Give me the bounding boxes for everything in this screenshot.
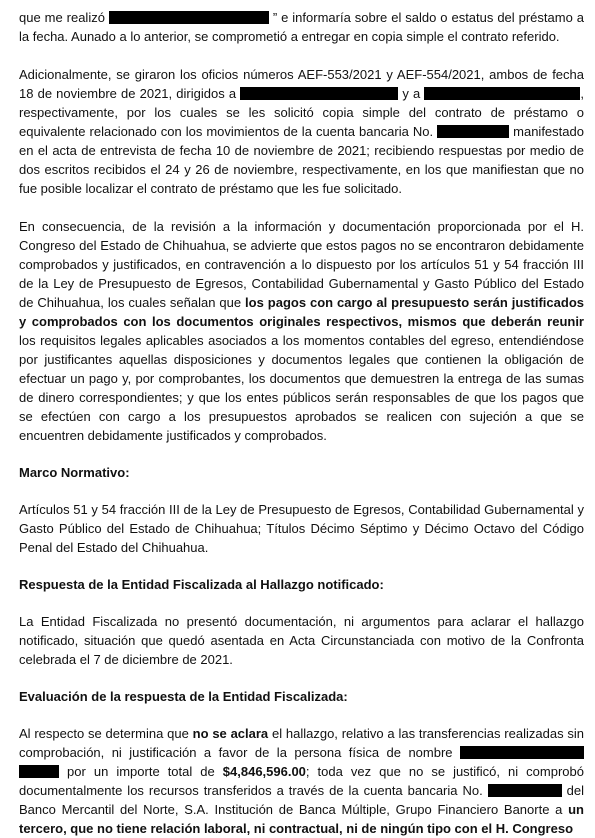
redaction-bar bbox=[460, 746, 584, 759]
text: Adicionalmente, se giraron los oficios números AEF-553/2021 y AEF-554/2021, ambos de fecha 18 de noviembre de 2021, dirigidos a bbox=[19, 67, 584, 101]
paragraph-articulos bbox=[19, 500, 584, 557]
text: Artículos 51 y 54 fracción III de la Ley de Presupuesto de Egresos, Contabilidad Gubernamental y Gasto Público del Estado de Chihuahua; Títulos Décimo Séptimo y Décimo Octavo del Código Penal del Estado del Chihuahua. bbox=[19, 502, 584, 555]
bold-text: un tercero, que no tiene relación laboral, ni contractual, ni de ningún tipo con el H. Congreso bbox=[19, 802, 584, 836]
redaction-bar bbox=[19, 765, 59, 778]
text: En consecuencia, de la revisión a la información y documentación proporcionada por el H. Congreso del Estado de Chihuahua, se advierte que estos pagos no se encontraron debidamente comprobados y justificados, en contravención a lo dispuesto por los artículos 51 y 54 fracción III de la Ley de Presupuesto de Egresos, Contabilidad Gubernamental y Gasto Público del Estado de Chihuahua, los cuales señalan que bbox=[19, 219, 584, 310]
bold-text: los pagos con cargo al presupuesto serán justificados y comprobados con los documentos originales respectivos, mismos que deberán reunir bbox=[19, 295, 584, 329]
text: ; toda vez que no se justificó, ni comprobó documentalmente los recursos transferidos a través de la cuenta bancaria No. bbox=[19, 764, 584, 798]
text: Al respecto se determina que bbox=[19, 726, 189, 741]
heading-respuesta: Respuesta de la Entidad Fiscalizada al Hallazgo notificado: bbox=[19, 577, 384, 592]
amount: $4,846,596.00 bbox=[222, 764, 306, 779]
heading-evaluacion: Evaluación de la respuesta de la Entidad Fiscalizada: bbox=[19, 689, 348, 704]
paragraph-evaluacion bbox=[19, 724, 584, 838]
redaction-bar bbox=[109, 11, 269, 24]
redaction-bar bbox=[240, 87, 398, 100]
redaction-bar bbox=[424, 87, 580, 100]
text: La Entidad Fiscalizada no presentó documentación, ni argumentos para aclarar el hallazgo notificado, situación que quedó asentada en Acta Circunstanciada con motivo de la Confronta celebrada el 7 de diciembre de 2021. bbox=[19, 614, 584, 667]
text: que me realizó bbox=[19, 10, 105, 25]
heading-marco-normativo: Marco Normativo: bbox=[19, 465, 130, 480]
text: y a bbox=[402, 86, 421, 101]
paragraph-oficios bbox=[19, 65, 584, 198]
text: manifestado en el acta de entrevista de fecha 10 de noviembre de 2021; recibiendo respuestas por medio de dos escritos recibidos el 24 y 26 de noviembre, respectivamente, en los que manifiestan que no fue posible localizar el contrato de préstamo que les fue solicitado. bbox=[19, 124, 584, 196]
text: ” e informaría sobre el saldo o estatus del préstamo a la fecha. Aunado a lo anterior, se comprometió a entregar en copia simple el contrato referido. bbox=[19, 10, 584, 44]
text: del Banco Mercantil del Norte, S.A. Institución de Banca Múltiple, Grupo Financiero Banorte a bbox=[19, 783, 584, 817]
redaction-bar bbox=[437, 125, 509, 138]
text: , bbox=[580, 86, 584, 101]
text: los requisitos legales aplicables asociados a los momentos contables del egreso, entendiéndose por justificantes aquellas disposiciones y documentos legales que contienen la obligación de efectuar un pago y, por comprobantes, los documentos que demuestren la entrega de las sumas de dinero correspondientes; y que los entes públicos serán responsables de que los pagos que se efectúen con cargo a los presupuestos aprobados se realicen con sujeción a que se encuentren debidamente justificados y comprobados. bbox=[19, 333, 584, 443]
text: respectivamente, por los cuales se les solicitó copia simple del contrato de préstamo o equivalente relacionado con los movimientos de la cuenta bancaria No. bbox=[19, 105, 584, 139]
text: por un importe total de bbox=[67, 764, 215, 779]
paragraph-respuesta bbox=[19, 612, 584, 669]
bold-text: no se aclara bbox=[192, 726, 269, 741]
paragraph-loan-status bbox=[19, 8, 584, 46]
paragraph-consecuencia bbox=[19, 217, 584, 445]
redaction-bar bbox=[488, 784, 562, 797]
document-page bbox=[19, 0, 584, 838]
text: el hallazgo, relativo a las transferencias realizadas sin comprobación, ni justificación a favor de la persona física de nombre bbox=[19, 726, 584, 760]
